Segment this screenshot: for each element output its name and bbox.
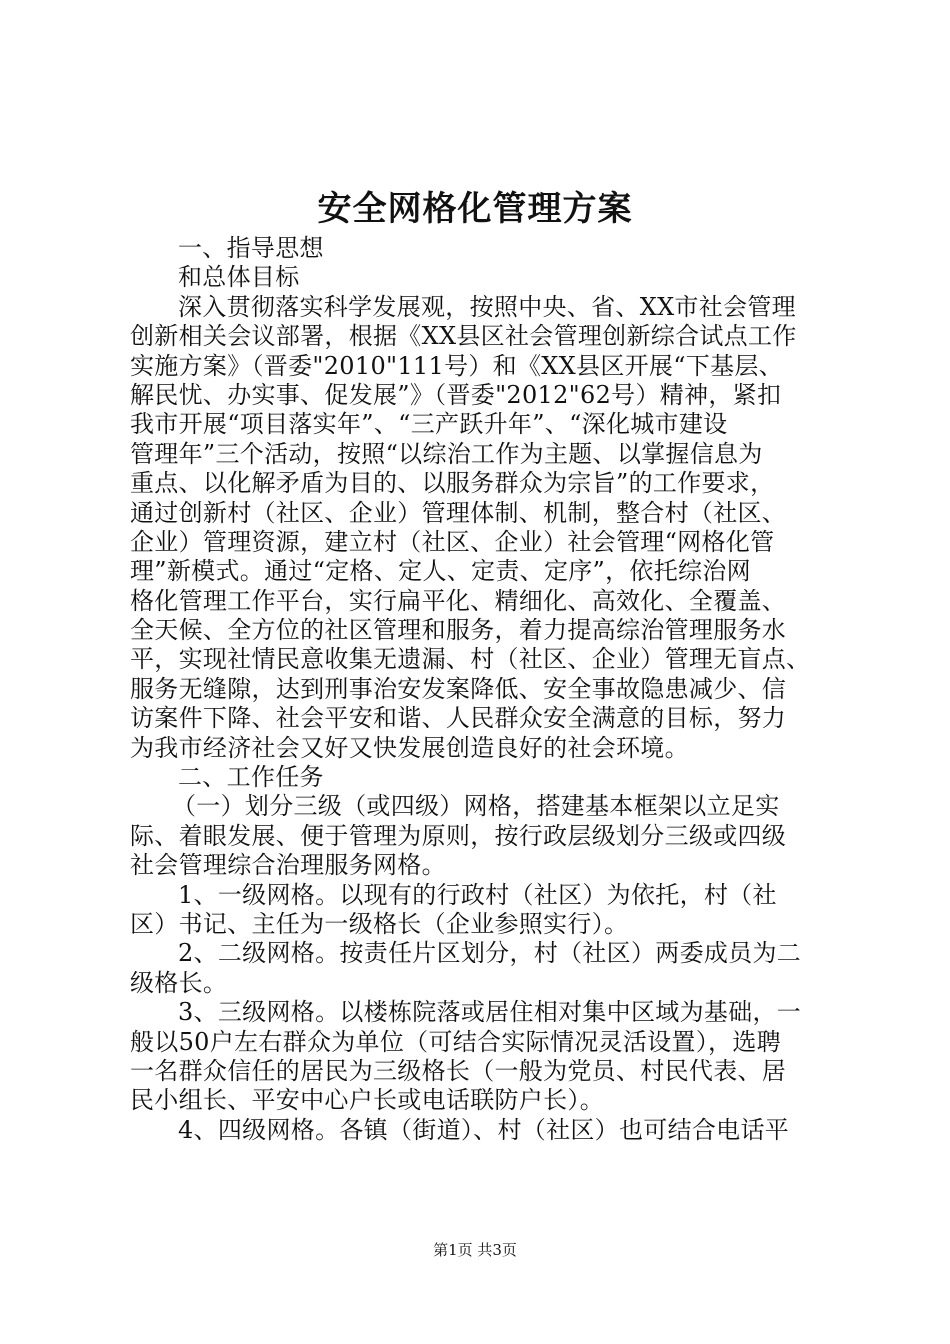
paragraph-line: 服务无缝隙，达到刑事治安发案降低、安全事故隐患减少、信: [130, 674, 787, 703]
paragraph-line: 格化管理工作平台，实行扁平化、精细化、高效化、全覆盖、: [130, 586, 787, 615]
section-heading-continued: 和总体目标: [178, 263, 300, 292]
paragraph-line: 企业）管理资源，建立村（社区、企业）社会管理“网格化管: [130, 527, 775, 556]
paragraph-line: 深入贯彻落实科学发展观，按照中央、省、XX市社会管理: [178, 292, 796, 321]
paragraph-line: 社会管理综合治理服务网格。: [130, 851, 446, 880]
paragraph-line: 2、二级网格。按责任片区划分，村（社区）两委成员为二: [178, 939, 802, 968]
paragraph-line: 3、三级网格。以楼栋院落或居住相对集中区域为基础，一: [178, 998, 802, 1027]
section-heading: 二、工作任务: [178, 763, 324, 792]
paragraph-line: 民小组长、平安中心户长或电话联防户长）。: [130, 1086, 604, 1115]
paragraph-line: 实施方案》（晋委"2010"111号）和《XX县区开展“下基层、: [130, 351, 784, 380]
paragraph-line: 为我市经济社会又好又快发展创造良好的社会环境。: [130, 733, 689, 762]
section-heading: 一、指导思想: [178, 234, 324, 262]
paragraph-line: 创新相关会议部署，根据《XX县区社会管理创新综合试点工作: [130, 322, 797, 351]
paragraph-line: 全天候、全方位的社区管理和服务，着力提高综治管理服务水: [130, 616, 787, 645]
paragraph-line: 平，实现社情民意收集无遗漏、村（社区、企业）管理无盲点、: [130, 645, 811, 674]
paragraph-line: 一名群众信任的居民为三级格长（一般为党员、村民代表、居: [130, 1056, 787, 1085]
paragraph-line: 区）书记、主任为一级格长（企业参照实行）。: [130, 909, 629, 938]
paragraph-line: 我市开展“项目落实年”、“三产跃升年”、“深化城市建设: [130, 410, 728, 439]
document-body: [130, 234, 820, 1145]
paragraph-line: （一）划分三级（或四级）网格，搭建基本框架以立足实: [172, 792, 780, 821]
paragraph-line: 际、着眼发展、便于管理为原则，按行政层级划分三级或四级: [130, 821, 787, 850]
paragraph-line: 通过创新村（社区、企业）管理体制、机制，整合村（社区、: [130, 498, 787, 527]
paragraph-line: 级格长。: [130, 968, 228, 997]
paragraph-line: 理”新模式。通过“定格、定人、定责、定序”，依托综治网: [130, 557, 751, 586]
page-footer: 第1页 共3页: [433, 1241, 517, 1259]
paragraph-line: 般以50户左右群众为单位（可结合实际情况灵活设置），选聘: [130, 1027, 781, 1056]
paragraph-line: 管理年”三个活动，按照“以综治工作为主题、以掌握信息为: [130, 439, 763, 468]
document-title: 安全网格化管理方案: [317, 189, 633, 229]
paragraph-line: 访案件下降、社会平安和谐、人民群众安全满意的目标，努力: [130, 704, 787, 733]
paragraph-line: 4、四级网格。各镇（街道）、村（社区）也可结合电话平: [178, 1115, 790, 1144]
paragraph-line: 重点、以化解矛盾为目的、以服务群众为宗旨”的工作要求，: [130, 469, 775, 498]
paragraph-line: 解民忧、办实事、促发展”》（晋委"2012"62号）精神，紧扣: [130, 380, 782, 409]
paragraph-line: 1、一级网格。以现有的行政村（社区）为依托，村（社: [178, 880, 777, 909]
